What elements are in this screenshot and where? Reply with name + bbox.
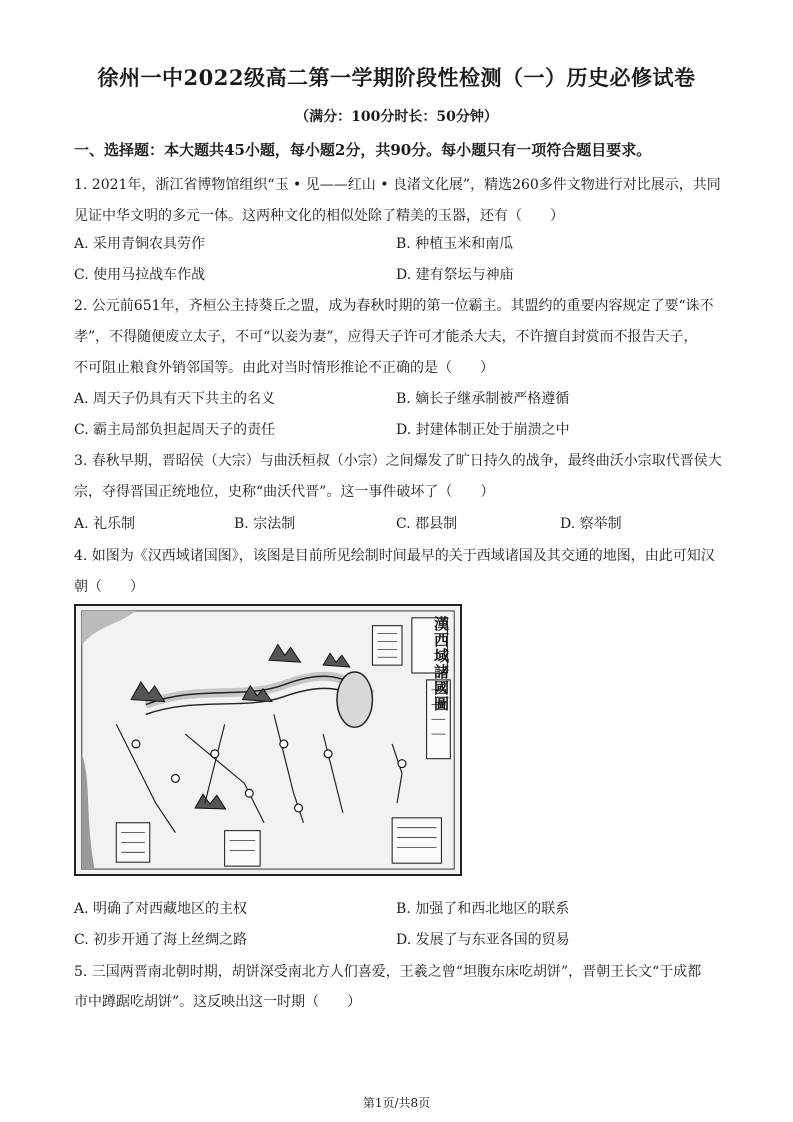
q1-option-b: B. 种植玉米和南瓜 [396,236,514,252]
q4-line-1: 4. 如图为《汉西域诸国图》，该图是目前所见绘制时间最早的关于西域诸国及其交通的地图，由此可知汉 [74,548,715,564]
section-header: 一、选择题：本大题共45小题，每小题2分，共90分。每小题只有一项符合题目要求。 [74,141,652,159]
q3-line-1: 3. 春秋早期，晋昭侯（大宗）与曲沃桓叔（小宗）之间爆发了旷日持久的战争，最终曲沃小宗取代晋侯大 [74,453,722,469]
q3-option-c: C. 郡县制 [396,516,458,532]
map-title: 漢西域諸國圖 [434,615,450,713]
q4-option-a: A. 明确了对西藏地区的主权 [74,901,248,917]
exam-subtitle: （满分：100分时长：50分钟） [295,109,498,125]
q1-line-2: 见证中华文明的多元一体。这两种文化的相似处除了精美的玉器，还有（ ） [74,208,564,224]
q2-option-b: B. 嫡长子继承制被严格遵循 [396,391,570,407]
han-western-regions-map-image [74,604,462,876]
q1-option-c: C. 使用马拉战车作战 [74,267,206,283]
page-number: 第1页/共8页 [362,1096,431,1110]
q2-option-d: D. 封建体制正处于崩溃之中 [396,422,570,438]
q5-line-2: 市中蹲踞吃胡饼”。这反映出这一时期（ ） [74,994,362,1010]
q5-line-1: 5. 三国两晋南北朝时期，胡饼深受南北方人们喜爱，王羲之曾“坦腹东床吃胡饼”，晋朝王长文“于成都 [74,964,702,980]
q3-option-b: B. 宗法制 [234,516,296,532]
map-illustration [76,606,460,874]
exam-title: 徐州一中2022级高二第一学期阶段性检测（一）历史必修试卷 [97,65,696,90]
q4-line-2: 朝（ ） [74,579,144,595]
q4-option-d: D. 发展了与东亚各国的贸易 [396,932,570,948]
q1-option-a: A. 采用青铜农具劳作 [74,236,206,252]
q4-option-c: C. 初步开通了海上丝绸之路 [74,932,248,948]
q2-line-2: 孝”，不得随便废立太子，不可“以妾为妻”，应得天子许可才能杀大夫，不许擅自封赏而不报告天子， [74,329,698,345]
q1-option-d: D. 建有祭坛与神庙 [396,267,514,283]
q2-line-3: 不可阻止粮食外销邻国等。由此对当时情形推论不正确的是（ ） [74,360,494,376]
q2-option-c: C. 霸主局部负担起周天子的责任 [74,422,276,438]
q4-option-b: B. 加强了和西北地区的联系 [396,901,570,917]
q3-option-d: D. 察举制 [560,516,622,532]
q2-option-a: A. 周天子仍具有天下共主的名义 [74,391,276,407]
q3-line-2: 宗，夺得晋国正统地位，史称“曲沃代晋”。这一事件破坏了（ ） [74,484,495,500]
q3-option-a: A. 礼乐制 [74,516,136,532]
q1-line-1: 1. 2021年，浙江省博物馆组织“玉 • 见——红山 • 良渚文化展”，精选260多件文物进行对比展示，共同 [74,177,721,193]
q2-line-1: 2. 公元前651年，齐桓公主持葵丘之盟，成为春秋时期的第一位霸主。其盟约的重要内容规定了要“诛不 [74,298,714,314]
